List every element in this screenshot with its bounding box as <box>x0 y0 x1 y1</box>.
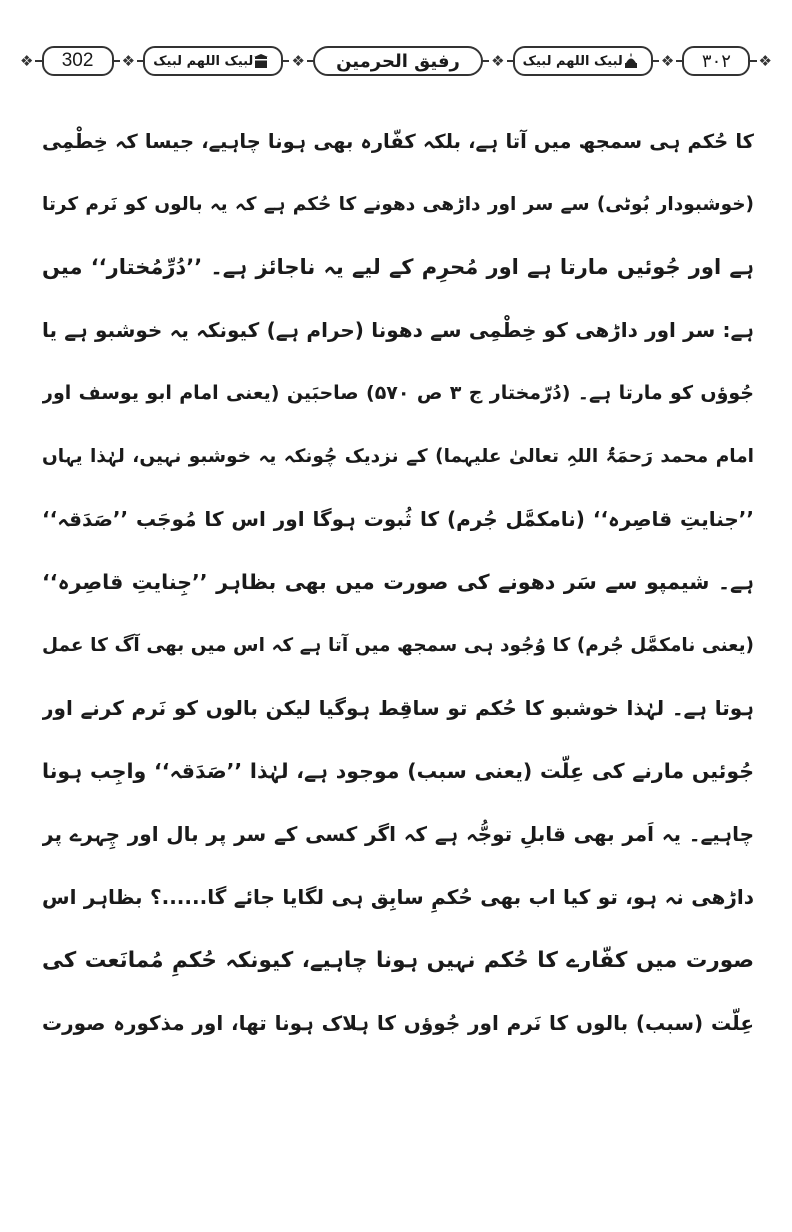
text-line: امام محمد رَحمَۃُ اللہِ تعالیٰ علیہما) کے نزدیک چُونکہ یہ خوشبو نہیں، لہٰذا یہاں <box>42 446 754 467</box>
talbiya-left <box>143 46 283 76</box>
ornament-icon: ❖ <box>758 51 772 70</box>
text-line: (خوشبودار بُوٹی) سے سر اور داڑھی دھونے کا حُکم ہے کہ یہ بالوں کو نَرم کرتا <box>42 194 754 215</box>
page-number-latin: 302 <box>42 46 114 76</box>
talbiya-left-text: لبیک اللھم لبیک <box>153 53 254 69</box>
text-line: ’’جنایتِ قاصِرہ‘‘ (نامکمَّل جُرم) کا ثُبوت ہوگا اور اس کا مُوجَب ’’صَدَقہ‘‘ <box>42 507 754 531</box>
ornament-icon: ❖ <box>121 51 136 70</box>
text-line: ہے اور جُوئیں مارتا ہے اور مُحرِم کے لیے یہ ناجائز ہے۔ ’’دُرِّمُختار‘‘ میں <box>42 255 754 279</box>
text-line: جُوؤں کو مارتا ہے۔ (دُرّمختار ج ۳ ص ۵۷۰) صاحبَین (یعنی امام ابو یوسف اور <box>42 382 754 404</box>
text-line: جُوئیں مارنے کی عِلّت (یعنی سبب) موجود ہے، لہٰذا ’’صَدَقہ‘‘ واجِب ہونا <box>42 759 754 783</box>
text-line: چاہیے۔ یہ اَمر بھی قابلِ توجُّہ ہے کہ اگر کسی کے سر پر بال اور چِہرے پر <box>42 822 754 846</box>
text-line: داڑھی نہ ہو، تو کیا اب بھی حُکمِ سابِق ہی لگایا جائے گا......؟ بظاہر اس <box>42 885 754 909</box>
mosque-dome-icon <box>623 53 639 69</box>
text-line: ہے: سر اور داڑھی کو خِطْمِی سے دھونا (حرام ہے) کیونکہ یہ خوشبو ہے یا <box>42 318 754 342</box>
text-line: (یعنی نامکمَّل جُرم) کا وُجُود ہی سمجھ میں آتا ہے کہ اس میں بھی آگ کا عمل <box>42 635 754 656</box>
ornament-icon: ❖ <box>20 51 34 70</box>
talbiya-right-text: لبیک اللھم لبیک <box>522 53 623 69</box>
ornament-icon: ❖ <box>291 51 305 70</box>
kaaba-icon <box>253 53 269 69</box>
page-number-urdu: ۳۰۲ <box>682 46 750 76</box>
text-line: عِلّت (سبب) بالوں کا نَرم اور جُوؤں کا ہلاک ہونا تھا، اور مذکورہ صورت <box>42 1011 754 1035</box>
text-line: صورت میں کفّارے کا حُکم نہیں ہونا چاہیے، کیونکہ حُکمِ مُمانَعت کی <box>42 948 754 973</box>
ornament-icon: ❖ <box>660 51 675 70</box>
book-title: رفیق الحرمین <box>313 46 483 76</box>
talbiya-right <box>513 46 653 76</box>
ornament-icon: ❖ <box>491 51 505 70</box>
text-line: کا حُکم ہی سمجھ میں آتا ہے، بلکہ کفّارہ بھی ہونا چاہیے، جیسا کہ خِطْمِی <box>42 130 754 153</box>
page-header <box>18 42 774 80</box>
text-line: ہوتا ہے۔ لہٰذا خوشبو کا حُکم تو ساقِط ہوگیا لیکن بالوں کو نَرم کرنے اور <box>42 696 754 720</box>
text-line: ہے۔ شیمپو سے سَر دھونے کی صورت میں بھی بظاہر ’’جِنایتِ قاصِرہ‘‘ <box>42 570 754 594</box>
body-text <box>42 110 754 1055</box>
